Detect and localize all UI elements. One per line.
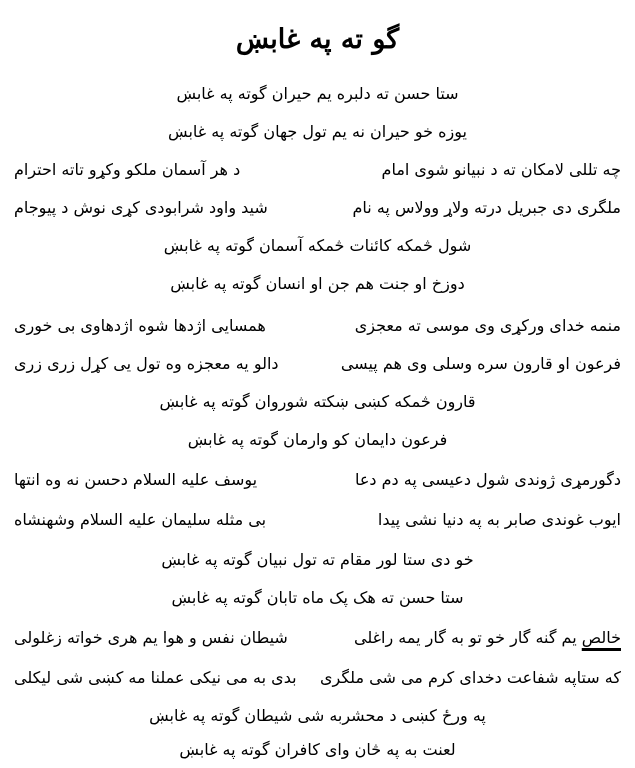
refrain-text: قارون څمکه کښی ښکته شوروان گوته په غابښ: [159, 392, 476, 411]
couplet-left-hemistich: شید واود شرابودی کړی نوش د پیوجام: [14, 198, 268, 217]
underlined-word: خالص: [581, 628, 621, 647]
poem-line: [0, 704, 635, 728]
couplet-left-hemistich: بدی به می نیکی عملنا مه کښی شی لیکلی: [14, 668, 297, 687]
poem-line: [0, 82, 635, 106]
couplet-right-hemistich: [331, 626, 621, 650]
poem-line: [0, 548, 635, 572]
couplet-left-hemistich: د هر آسمان ملکو وکړو تاته احترام: [14, 160, 241, 179]
couplet-right-hemistich: ایوب غوندی صابر به په دنیا نشی پیدا: [377, 510, 621, 529]
couplet-right-rest: یم گنه گار خو تو به گار یمه راغلی: [354, 628, 577, 647]
poem-line: [0, 428, 635, 452]
refrain-text: شول څمکه کائنات څمکه آسمان گوته په غابښ: [163, 236, 472, 255]
refrain-text: خو دی ستا لور مقام ته تول نبیان گوته په غابښ: [161, 550, 474, 569]
refrain-text: لعنت به په څان وای کافران گوته په غابښ: [179, 740, 456, 759]
refrain-text: په ورځ کښی د محشربه شی شیطان گوته په غابښ: [149, 706, 486, 725]
poem-title: گو ته په غابښ: [235, 24, 400, 55]
refrain-text: ستا حسن ته دلبره یم حیران گوته په غابښ: [176, 84, 459, 103]
poem-line: [0, 272, 635, 296]
couplet-right-hemistich: دگورمړی ژوندی شول دعیسی په دم دعا: [354, 470, 621, 489]
poem-line: [0, 586, 635, 610]
couplet-right-hemistich: که ستاپه شفاعت دخدای کرم می شی ملگری: [319, 668, 621, 687]
couplet-left-hemistich: یوسف علیه السلام دحسن نه وه انتها: [14, 470, 258, 489]
couplet-left-hemistich: بی مثله سلیمان علیه السلام وشهنشاه: [14, 510, 267, 529]
poem-line: [0, 390, 635, 414]
refrain-text: دوزخ او جنت هم جن او انسان گوته په غابښ: [170, 274, 465, 293]
couplet-right-hemistich: چه تللی لامکان ته د نبیانو شوی امام: [381, 160, 621, 179]
couplet-right-hemistich: فرعون او قارون سره وسلی وی هم پیسی: [340, 354, 621, 373]
poem-line: [0, 738, 635, 762]
refrain-text: فرعون دایمان کو وارمان گوته په غابښ: [187, 430, 448, 449]
couplet-left-hemistich: همسایی اژدها شوه اژدهاوی بی خوری: [14, 316, 266, 335]
poem-line: [0, 120, 635, 144]
couplet-left-hemistich: شیطان نفس و هوا یم هری خواته زغلولی: [14, 628, 288, 647]
refrain-text: ستا حسن ته هک پک ماه تابان گوته په غابښ: [171, 588, 464, 607]
refrain-text: یوزه خو حیران نه یم تول جهان گوته په غابښ: [168, 122, 467, 141]
couplet-left-hemistich: دالو یه معجزه وه تول یی کړل زری زری: [14, 354, 279, 373]
couplet-right-hemistich: ملگری دی جبریل درته ولاړ وولاس په نام: [352, 198, 621, 217]
couplet-right-hemistich: منمه خدای ورکړی وی موسی ته معجزی: [354, 316, 621, 335]
poem-line: [0, 234, 635, 258]
